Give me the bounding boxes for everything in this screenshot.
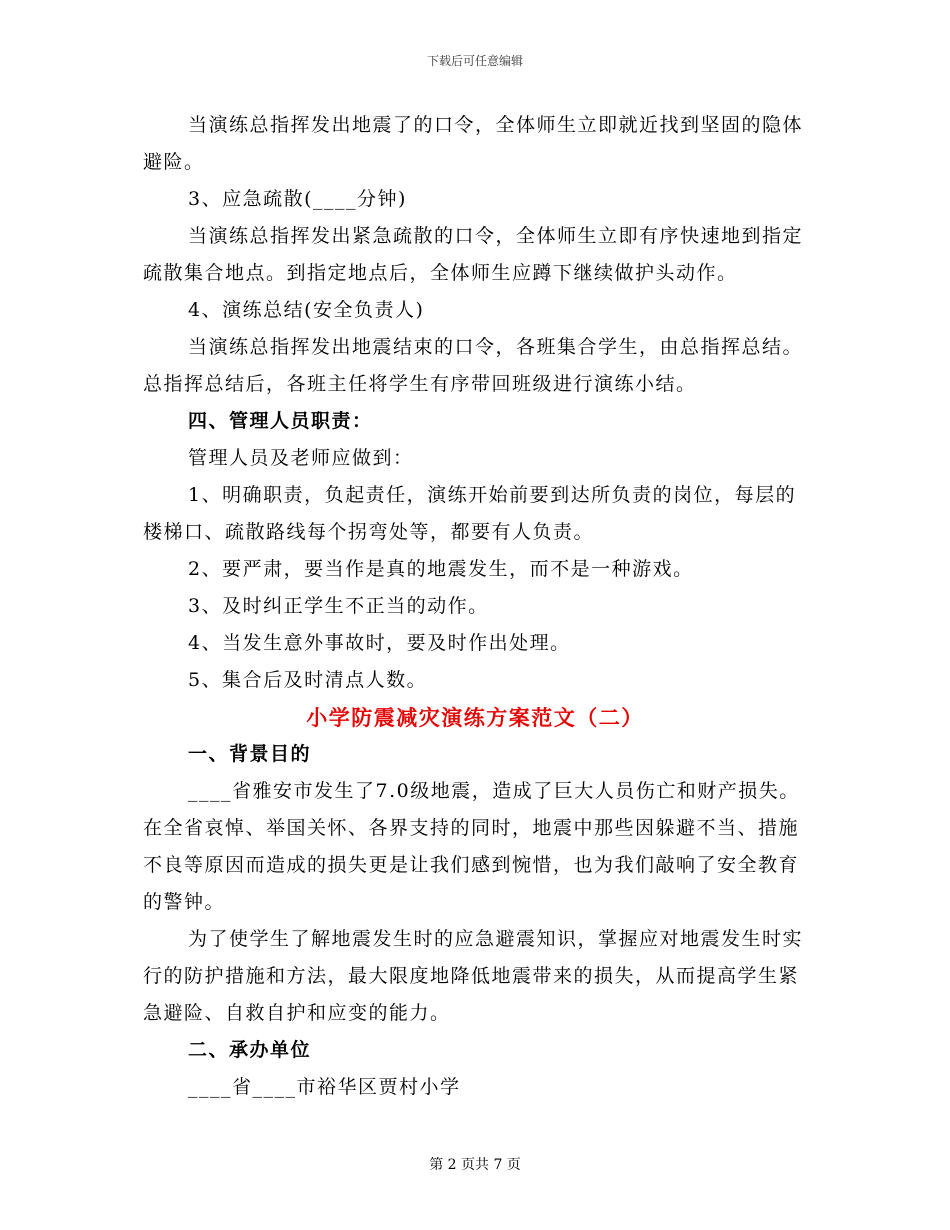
list-item: 3、及时纠正学生不正当的动作。 xyxy=(188,595,489,617)
document-title: 小学防震减灾演练方案范文（二） xyxy=(306,705,644,730)
document-body xyxy=(143,107,807,1106)
section-heading: 一、背景目的 xyxy=(188,743,312,765)
list-item: 4、演练总结(安全负责人) xyxy=(188,299,425,321)
paragraph: 为了使学生了解地震发生时的应急避震知识，掌握应对地震发生时实行的防护措施和方法，最大限度地降低地震带来的损失，从而提高学生紧急避险、自救自护和应变的能力。 xyxy=(143,928,804,1024)
list-item: 4、当发生意外事故时，要及时作出处理。 xyxy=(188,632,571,654)
page-header: 下载后可任意编辑 xyxy=(426,54,523,68)
section-heading: 二、承办单位 xyxy=(188,1039,312,1061)
section-heading: 四、管理人员职责： xyxy=(188,410,373,432)
paragraph: 管理人员及老师应做到： xyxy=(188,447,414,469)
paragraph: ____省____市裕华区贾村小学 xyxy=(188,1076,461,1098)
list-item: 1、明确职责，负起责任，演练开始前要到达所负责的岗位，每层的楼梯口、疏散路线每个拐弯处等，都要有人负责。 xyxy=(143,484,797,543)
list-item: 5、集合后及时清点人数。 xyxy=(188,669,428,691)
paragraph: 当演练总指挥发出地震结束的口令，各班集合学生，由总指挥总结。总指挥总结后，各班主任将学生有序带回班级进行演练小结。 xyxy=(143,336,804,395)
paragraph: 当演练总指挥发出地震了的口令，全体师生立即就近找到坚固的隐体避险。 xyxy=(143,114,804,173)
list-item: 3、应急疏散(____分钟) xyxy=(188,188,407,210)
paragraph: 当演练总指挥发出紧急疏散的口令，全体师生立即有序快速地到指定疏散集合地点。到指定地点后，全体师生应蹲下继续做护头动作。 xyxy=(143,225,804,284)
list-item: 2、要严肃，要当作是真的地震发生，而不是一种游戏。 xyxy=(188,558,694,580)
page-footer: 第 2 页共 7 页 xyxy=(429,1157,521,1173)
paragraph: ____省雅安市发生了7.0级地震，造成了巨大人员伤亡和财产损失。在全省哀悼、举国关怀、各界支持的同时，地震中那些因躲避不当、措施不良等原因而造成的损失更是让我们感到惋惜，也为我们敲响了安全教育的警钟。 xyxy=(143,780,800,913)
